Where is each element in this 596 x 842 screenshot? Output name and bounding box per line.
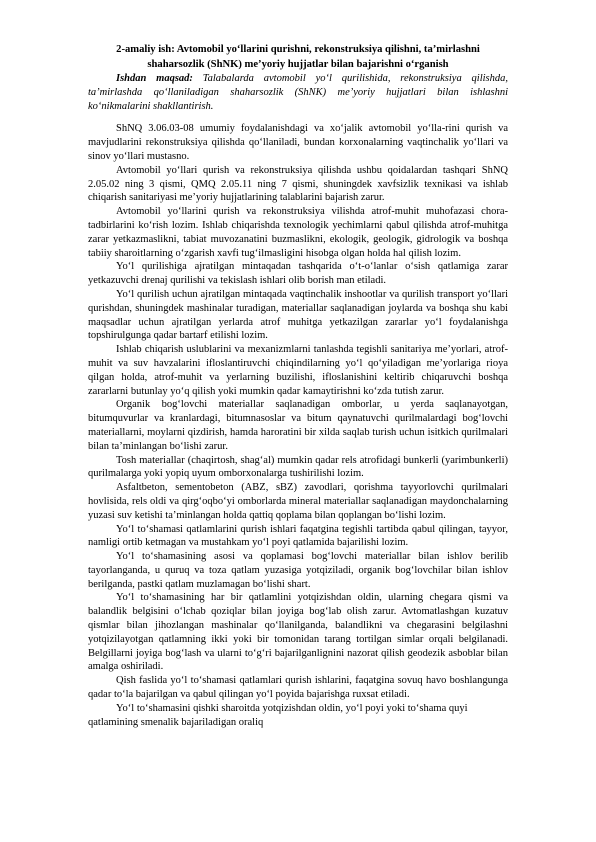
paragraph-1: ShNQ 3.06.03-08 umumiy foydalanishdagi va xo‘jalik avtomobil yo‘lla-rini qurish va mavjudlarini rekonstruksiya qilishda qo‘llaniladi, bundan korxonalarning vaqtinchalik yo‘llari va sinov yo‘llari mustasno.	[88, 123, 508, 162]
paragraph-14: Yo‘l to‘shamasini qishki sharoitda yotqizishdan oldin, yo‘l poyi yoki to‘shama quyi qatlamining smenalik bajariladigan oraliq	[88, 702, 468, 728]
paragraph-12: Yo‘l to‘shamasining har bir qatlamlini yotqizishdan oldin, ularning chegara qismi va balandlik belgisini o‘lchab qoziqlar bilan joyiga bog‘lab olish zarur. Avtomatlashgan kuzatuv qismlar bilan jihozlangan mashinalar qo‘llanilganda, balandlikni va chegarasini belgilashni yotqizilayotgan qatlamning ikki yoki bir tomonidan tarang tortilgan simlar orqali belgilanadi. Belgillarni joyiga bog‘lash va ularni to‘g‘ri bajarilganlignini nazorat qilish geodezik asboblar bilan amalga oshiriladi.	[88, 592, 508, 673]
aim-paragraph	[88, 72, 508, 113]
document-page	[88, 42, 508, 729]
paragraph-10: Yo‘l to‘shamasi qatlamlarini qurish ishlari faqatgina tegishli tartibda qabul qilingan, tayyor, namligi ortib ketmagan va mustahkam yo‘l poyi qatlamida bajarilishi lozim.	[88, 523, 508, 549]
paragraph-9: Asfaltbeton, sementobeton (ABZ, sBZ) zavodlari, qorishma tayyorlovchi qurilmalari hovlisida, rels oldi va qirg‘oqbo‘yi omborlarda mineral materiallar saqlanadigan maydonchalarning yuzasi suv ketishi ta’minlangan holda qattiq qoplama bilan qoplangan bo‘lishi lozim.	[88, 482, 508, 521]
paragraph-4: Yo‘l qurilishiga ajratilgan mintaqadan tashqarida o‘t-o‘lanlar o‘sish qatlamiga zarar yetkazuvchi drenaj qurilishi va tekislash ishlari olib borish man etiladi.	[88, 261, 508, 287]
paragraph-8: Tosh materiallar (chaqirtosh, shag‘al) mumkin qadar rels atrofidagi bunkerli (yarimbunkerli) qurilmalarga yoki yopiq uyum omborxonalarga tushirilishi lozim.	[88, 454, 508, 480]
paragraph-3: Avtomobil yo‘llarini qurish va rekonstruksiya vilishda atrof-muhit muhofazasi chora-tadbirlarini ko‘rish lozim. Ishlab chiqarishda texnologik yechimlarni qabul qilishda atrof-muhitga zarar yetkazmaslikni, tabiat muvozanatini buzmaslikni, ekologik, geologik, gidrologik va boshqa tabiiy sharoitlarning o‘zgarish xavfi tug‘ilmasligini hisobga olgan holda hal qilish lozim.	[88, 206, 508, 259]
paragraph-11: Yo‘l to‘shamasining asosi va qoplamasi bog‘lovchi materiallar bilan ishlov berilib tayorlanganda, u quruq va toza qatlam yuzasiga yotqiziladi, organik bog‘lovchilar bilan ishlov berilganda, pastki qatlam muzlamagan bo‘lishi shart.	[88, 551, 508, 590]
paragraph-6: Ishlab chiqarish uslublarini va mexanizmlarni tanlashda tegishli sanitariya me’yorlari, atrof-muhit va suv havzalarini ifloslantiruvchi chiqindilarning yo‘l qo‘yiladigan me’yorlariga rioya qilgan holda, atrof-muhit va yerlarning buzilishi, ifloslanishini keltirib chiqaruvchi boshqa zararlarni butunlay yo‘q qilish yoki mumkin qadar kamaytirishni ko‘zda tutish zarur.	[88, 344, 508, 397]
paragraph-2: Avtomobil yo‘llari qurish va rekonstruksiya qilishda ushbu qoidalardan tashqari ShNQ 2.05.02 ning 3 qismi, QMQ 2.05.11 ning 7 qismi, shuningdek xavfsizlik texnikasi va ishlab chiqarish sanitariyasi me’yoriy hujjatlarining talablarini bajarish zarur.	[88, 164, 508, 204]
paragraph-7: Organik bog‘lovchi materiallar saqlanadigan omborlar, u yerda saqlanayotgan, bitumquvurlar va kranlardagi, bitumnasoslar va bitum qaynatuvchi qurilmalardagi bog‘lovchi materiallarni, moylarni qizdirish, hamda haroratini bir xilda saqlab turish uchun isitkich qurilmalari bilan ta’minlangan bo‘lishi zarur.	[88, 399, 508, 452]
paragraph-13: Qish faslida yo‘l to‘shamasi qatlamlari qurish ishlarini, faqatgina sovuq havo boshlangunga qadar to‘la bajarilgan va qabul qilingan yo‘l poyida bajarishga ruxsat etiladi.	[88, 675, 508, 701]
page-title: 2-amaliy ish: Avtomobil yo‘llarini qurishni, rekonstruksiya qilishni, ta’mirlashni shaharsozlik (ShNK) me’yoriy hujjatlar bilan bajarishni o‘rganish	[116, 44, 480, 70]
paragraph-5: Yo‘l qurilish uchun ajratilgan mintaqada vaqtinchalik inshootlar va qurilish transport yo‘llari qurishdan, shuningdek mashinalar turadigan, materiallar saqlanadigan joylarda va boshqa shu kabi maqsadlar uchun ajratilgan yerlarda atrof muhitga yetkazilgan zararlar yo‘l foydalanishga topshirulgunga qadar bartarf etilishi lozim.	[88, 288, 508, 342]
aim-label: Ishdan maqsad:	[116, 73, 193, 84]
aim-text: Talabalarda avtomobil yo‘l qurilishida, rekonstruksiya qilishda, ta’mirlashda qo‘llaniladigan shaharsozlik (ShNK) me’yoriy hujjatlari bilan ishlashni ko‘nikmalarini shakllantirish.	[88, 73, 508, 112]
